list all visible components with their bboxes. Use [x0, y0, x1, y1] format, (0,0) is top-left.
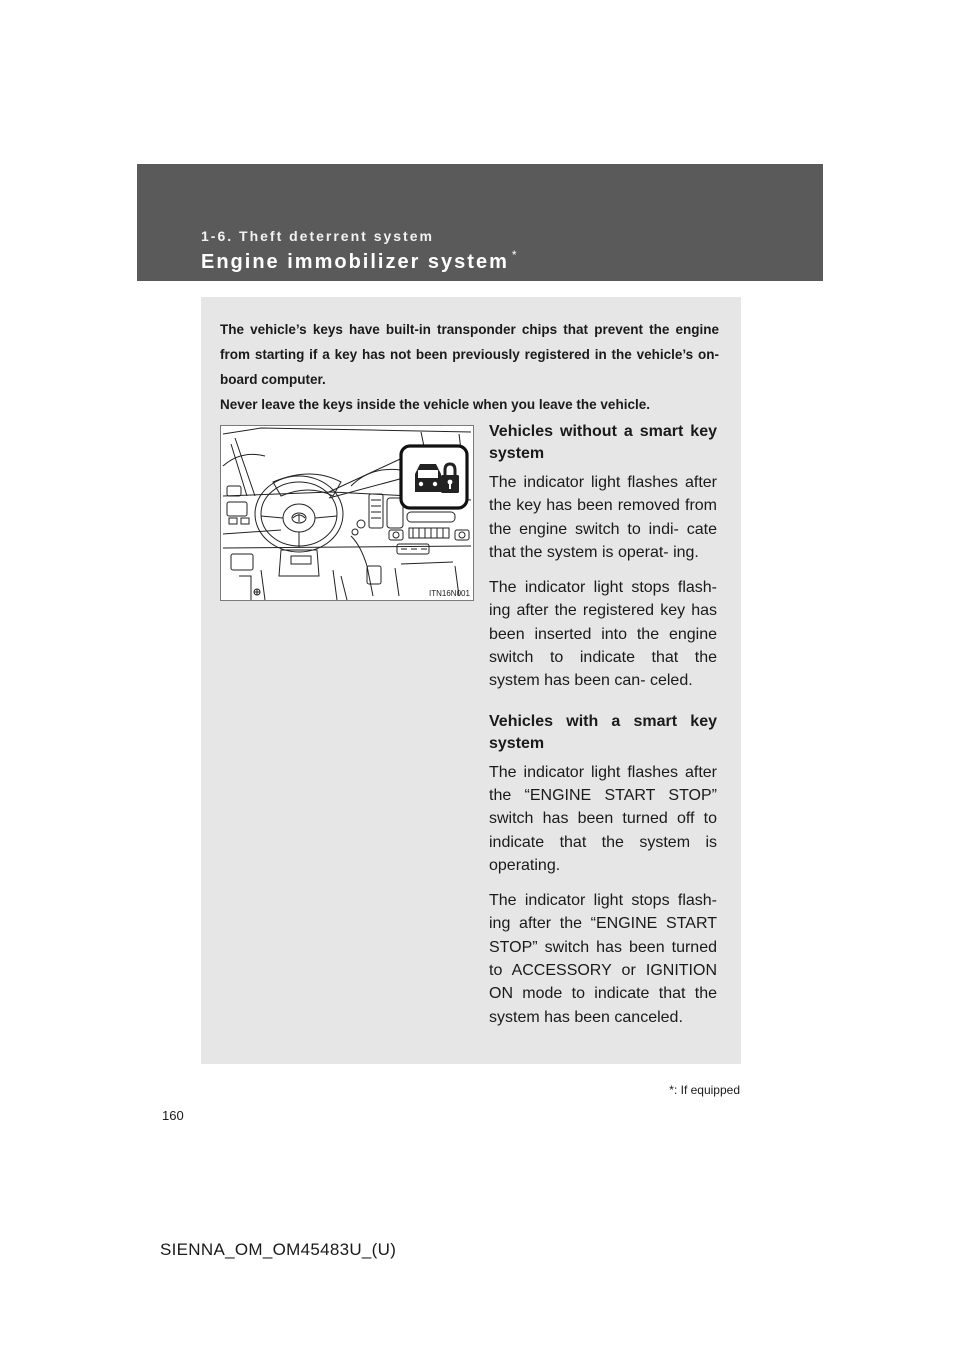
page-number: 160 [162, 1108, 184, 1123]
footnote-asterisk: * [669, 1083, 674, 1097]
footnote-text: : If equipped [673, 1083, 740, 1097]
section-heading-with-smart-key: Vehicles with a smart key system [489, 712, 717, 752]
header-band [137, 164, 823, 281]
with-smart-key-paragraph-1: The indicator light flashes after the “ENGINE START STOP” switch has been turned off to indicate that the system is operating. [489, 763, 717, 874]
car-lock-indicator-icon [401, 446, 467, 508]
illustration-code: ITN16N001 [429, 589, 470, 598]
section-heading-without-smart-key: Vehicles without a smart key system [489, 423, 717, 462]
right-column [489, 421, 717, 1029]
without-smart-key-paragraph-2: The indicator light stops flash- ing after the registered key has been inserted into the engine switch to indicate that the system has been can- celed. [489, 579, 717, 690]
document-code: SIENNA_OM_OM45483U_(U) [160, 1240, 397, 1259]
section-label: 1-6. Theft deterrent system [201, 228, 434, 244]
intro [220, 317, 719, 417]
intro-paragraph-2: Never leave the keys inside the vehicle when you leave the vehicle. [220, 397, 650, 412]
dashboard-illustration [220, 425, 474, 601]
dashboard-drawing [221, 426, 473, 600]
intro-paragraph-1: The vehicle’s keys have built-in transponder chips that prevent the engine from starting if a key has not been previously registered in the vehicle’s on-board computer. [220, 322, 719, 387]
footnote [669, 1083, 740, 1097]
content-box [201, 297, 741, 1064]
page-title [201, 248, 517, 274]
without-smart-key-paragraph-1: The indicator light flashes after the key has been removed from the engine switch to indi- cate that the system is operat- ing. [489, 474, 717, 561]
page-title-text: Engine immobilizer system [201, 251, 509, 273]
with-smart-key-paragraph-2: The indicator light stops flash- ing after the “ENGINE START STOP” switch has been turned to ACCESSORY or IGNITION ON mode to indicate that the system has been canceled. [489, 892, 717, 1026]
title-asterisk: * [511, 248, 517, 262]
